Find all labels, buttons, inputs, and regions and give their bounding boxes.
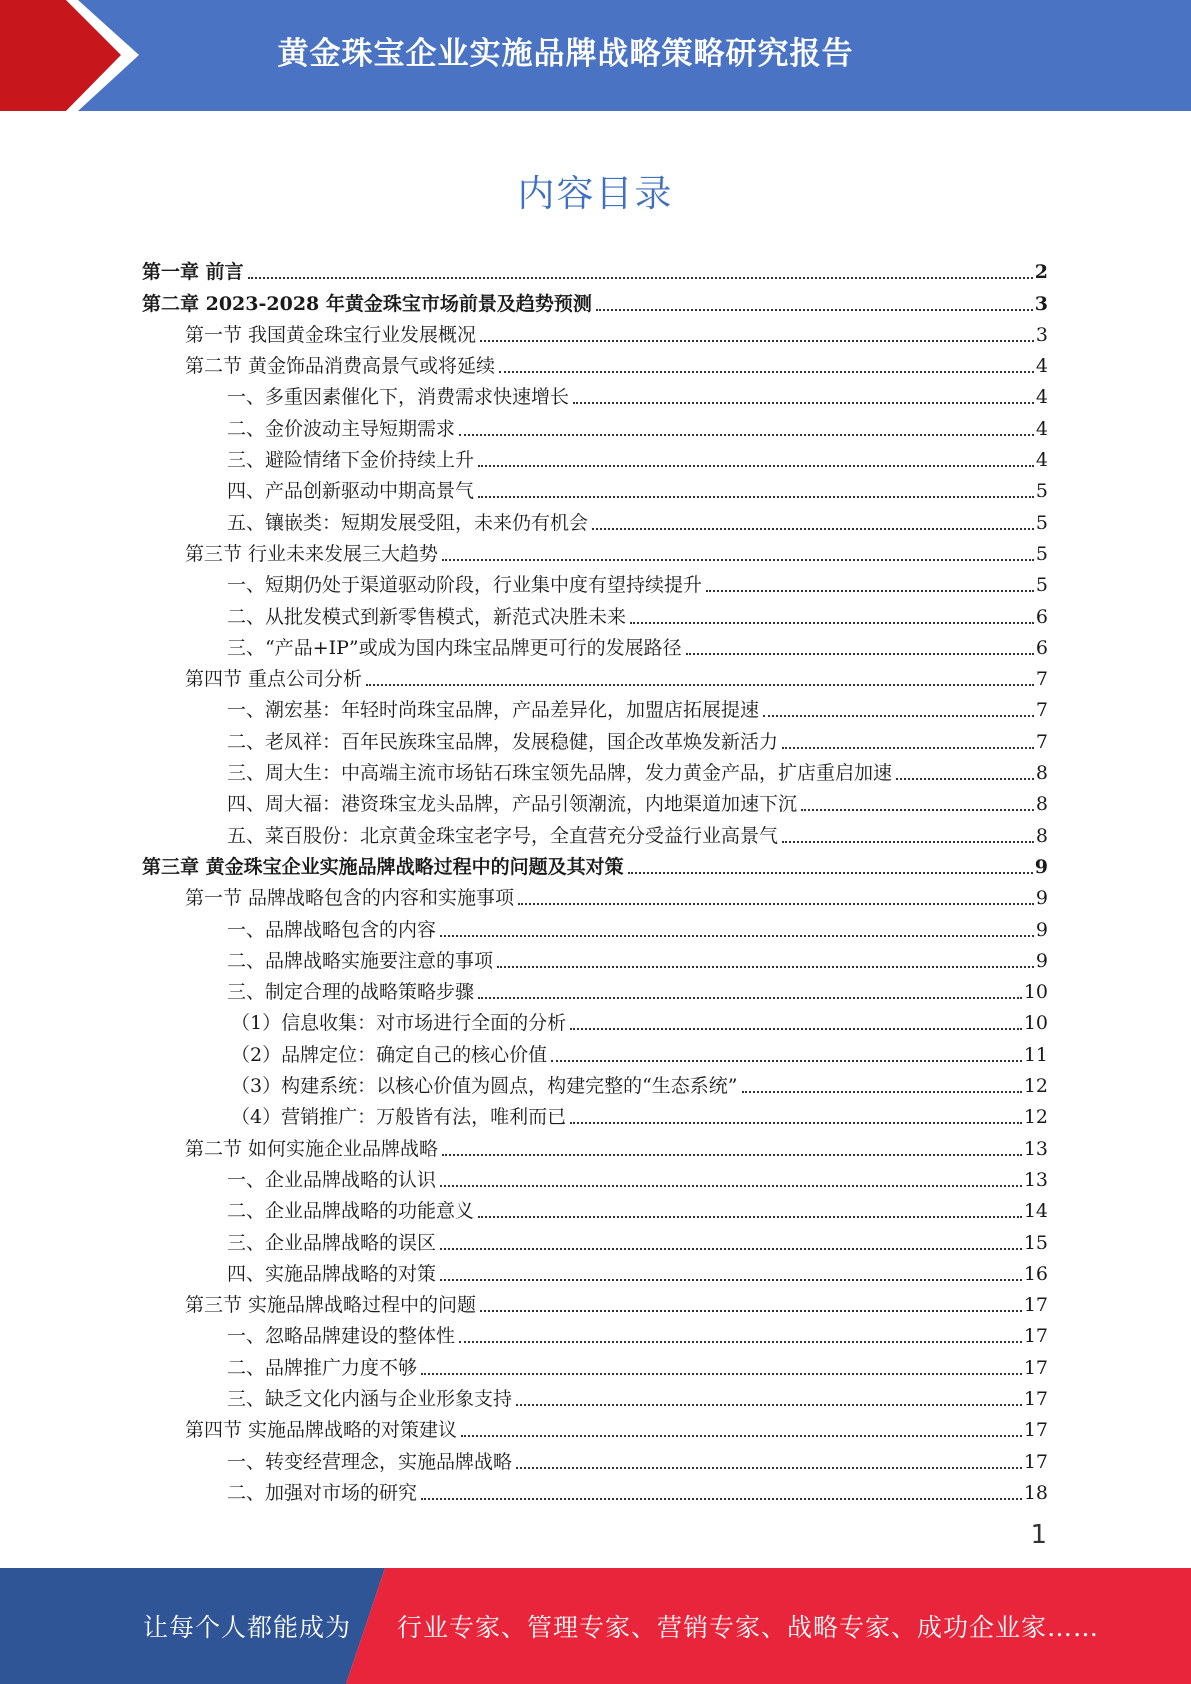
toc-entry[interactable]: [142, 535, 1048, 566]
toc-entry[interactable]: [142, 1286, 1048, 1317]
toc-entry[interactable]: [142, 848, 1048, 879]
toc-entry-page: 9: [1035, 918, 1048, 941]
toc-entry-page: 18: [1023, 1481, 1048, 1504]
toc-dot-leader: [782, 747, 1034, 749]
toc-entry[interactable]: [142, 1161, 1048, 1192]
toc-entry-label: 第三章 黄金珠宝企业实施品牌战略过程中的问题及其对策: [142, 855, 624, 878]
toc-entry-label: 四、产品创新驱动中期高景气: [227, 480, 475, 503]
toc-entry-label: 三、缺乏文化内涵与企业形象支持: [227, 1387, 513, 1410]
toc-entry-label: 一、忽略品牌建设的整体性: [227, 1325, 456, 1348]
toc-entry[interactable]: [142, 1255, 1048, 1286]
toc-entry-page: 5: [1035, 480, 1048, 503]
toc-dot-leader: [570, 1122, 1022, 1124]
toc-dot-leader: [478, 1216, 1022, 1218]
toc-entry-label: 四、实施品牌战略的对策: [227, 1262, 437, 1285]
toc-entry-label: 第二节 如何实施企业品牌战略: [185, 1137, 439, 1160]
toc-entry-label: 三、企业品牌战略的误区: [227, 1231, 437, 1254]
toc-entry-page: 15: [1023, 1231, 1048, 1254]
toc-entry-page: 9: [1035, 887, 1048, 910]
toc-entry-page: 10: [1023, 981, 1048, 1004]
toc-entry-page: 5: [1035, 511, 1048, 534]
toc-entry-page: 13: [1023, 1168, 1048, 1191]
toc-entry-label: 五、镶嵌类：短期发展受阻，未来仍有机会: [227, 511, 589, 534]
toc-dot-leader: [480, 1310, 1022, 1312]
toc-dot-leader: [592, 528, 1034, 530]
toc-entry[interactable]: [142, 816, 1048, 847]
toc-entry[interactable]: [142, 566, 1048, 597]
toc-dot-leader: [459, 1341, 1022, 1343]
toc-dot-leader: [763, 715, 1034, 717]
toc-entry-page: 9: [1034, 855, 1048, 878]
page-number: 1: [1030, 1520, 1047, 1550]
toc-dot-leader: [516, 1467, 1022, 1469]
toc-entry-label: 一、潮宏基：年轻时尚珠宝品牌，产品差异化，加盟店拓展提速: [227, 699, 760, 722]
toc-entry-label: 二、金价波动主导短期需求: [227, 417, 456, 440]
toc-entry[interactable]: [142, 1004, 1048, 1035]
toc-dot-leader: [497, 966, 1034, 968]
toc-entry-label: 三、“产品+IP”或成为国内珠宝品牌更可行的发展路径: [227, 636, 682, 659]
toc-entry-label: 二、企业品牌战略的功能意义: [227, 1200, 475, 1223]
toc-entry-label: 一、多重因素催化下，消费需求快速增长: [227, 386, 570, 409]
toc-entry[interactable]: [142, 879, 1048, 910]
toc-entry[interactable]: [142, 597, 1048, 628]
toc-entry-page: 8: [1035, 793, 1048, 816]
toc-entry[interactable]: [142, 1474, 1048, 1505]
toc-entry-label: （4）营销推广：万般皆有法，唯利而已: [231, 1106, 567, 1129]
toc-entry[interactable]: [142, 316, 1048, 347]
toc-entry[interactable]: [142, 503, 1048, 534]
toc-dot-leader: [596, 309, 1033, 311]
toc-entry-page: 17: [1023, 1419, 1048, 1442]
toc-entry-page: 16: [1023, 1262, 1048, 1285]
toc-entry-label: 第一章 前言: [142, 261, 244, 284]
toc-entry-label: 第四节 实施品牌战略的对策建议: [185, 1419, 458, 1442]
toc-entry[interactable]: [142, 691, 1048, 722]
toc-dot-leader: [421, 1373, 1022, 1375]
toc-entry-label: 第二章 2023-2028 年黄金珠宝市场前景及趋势预测: [142, 292, 592, 315]
toc-entry-page: 2: [1034, 261, 1048, 284]
toc-dot-leader: [706, 590, 1034, 592]
toc-entry-label: 五、菜百股份：北京黄金珠宝老字号，全直营充分受益行业高景气: [227, 824, 779, 847]
toc-heading: 内容目录: [517, 172, 674, 215]
toc-entry[interactable]: [142, 378, 1048, 409]
toc-entry-label: 二、老凤祥：百年民族珠宝品牌，发展稳健，国企改革焕发新活力: [227, 730, 779, 753]
toc-entry-page: 5: [1035, 542, 1048, 565]
toc-dot-leader: [421, 1498, 1022, 1500]
toc-dot-leader: [516, 1404, 1022, 1406]
toc-entry[interactable]: [142, 785, 1048, 816]
toc-dot-leader: [782, 841, 1034, 843]
toc-dot-leader: [630, 622, 1034, 624]
toc-entry-page: 6: [1035, 605, 1048, 628]
toc-dot-leader: [742, 1091, 1022, 1093]
toc-entry-label: 第二节 黄金饰品消费高景气或将延续: [185, 355, 496, 378]
toc-dot-leader: [518, 903, 1034, 905]
toc-entry[interactable]: [142, 1129, 1048, 1160]
toc-entry-page: 8: [1035, 824, 1048, 847]
toc-entry-label: 第三节 实施品牌战略过程中的问题: [185, 1294, 477, 1317]
toc-entry-label: 三、周大生：中高端主流市场钻石珠宝领先品牌，发力黄金产品，扩店重启加速: [227, 762, 893, 785]
toc-dot-leader: [478, 496, 1034, 498]
toc-dot-leader: [686, 653, 1034, 655]
toc-entry[interactable]: [142, 1442, 1048, 1473]
toc-entry[interactable]: [142, 472, 1048, 503]
toc-entry[interactable]: [142, 347, 1048, 378]
toc-entry[interactable]: [142, 284, 1048, 315]
toc-entry-label: 第一节 我国黄金珠宝行业发展概况: [185, 323, 477, 346]
toc-entry-page: 9: [1035, 949, 1048, 972]
toc-entry-label: （2）品牌定位：确定自己的核心价值: [231, 1043, 548, 1066]
toc-entry-page: 7: [1035, 668, 1048, 691]
toc-dot-leader: [440, 1248, 1022, 1250]
toc-entry[interactable]: [142, 1348, 1048, 1379]
toc-entry-label: 三、制定合理的战略策略步骤: [227, 981, 475, 1004]
toc-entry-page: 13: [1023, 1137, 1048, 1160]
toc-dot-leader: [628, 872, 1033, 874]
toc-dot-leader: [896, 778, 1034, 780]
toc-entry[interactable]: [142, 722, 1048, 753]
toc-entry-page: 12: [1023, 1075, 1048, 1098]
toc-entry-label: 二、品牌推广力度不够: [227, 1356, 418, 1379]
toc-entry-page: 4: [1035, 449, 1048, 472]
toc-dot-leader: [480, 340, 1034, 342]
toc-entry-label: 四、周大福：港资珠宝龙头品牌，产品引领潮流，内地渠道加速下沉: [227, 793, 798, 816]
toc-entry[interactable]: [142, 253, 1048, 284]
toc-dot-leader: [570, 1028, 1022, 1030]
toc-entry-page: 4: [1035, 417, 1048, 440]
toc-entry-label: 第四节 重点公司分析: [185, 668, 363, 691]
toc-entry-page: 3: [1034, 292, 1048, 315]
toc-entry-page: 17: [1023, 1387, 1048, 1410]
toc-entry-page: 17: [1023, 1356, 1048, 1379]
toc-entry-page: 4: [1035, 355, 1048, 378]
toc-dot-leader: [440, 1279, 1022, 1281]
toc-entry[interactable]: [142, 1098, 1048, 1129]
toc-dot-leader: [499, 371, 1034, 373]
toc-entry-label: 二、品牌战略实施要注意的事项: [227, 949, 494, 972]
toc-dot-leader: [801, 809, 1034, 811]
toc-dot-leader: [478, 997, 1022, 999]
table-of-contents: [142, 253, 1048, 1505]
toc-dot-leader: [366, 684, 1034, 686]
toc-dot-leader: [573, 402, 1034, 404]
toc-entry-page: 7: [1035, 699, 1048, 722]
toc-entry-page: 12: [1023, 1106, 1048, 1129]
toc-dot-leader: [461, 1435, 1022, 1437]
toc-entry-page: 5: [1035, 574, 1048, 597]
toc-entry[interactable]: [142, 1192, 1048, 1223]
toc-entry-page: 4: [1035, 386, 1048, 409]
toc-entry-page: 17: [1023, 1450, 1048, 1473]
toc-entry-label: 二、从批发模式到新零售模式，新范式决胜未来: [227, 605, 627, 628]
toc-entry-label: 一、企业品牌战略的认识: [227, 1168, 437, 1191]
toc-dot-leader: [459, 434, 1034, 436]
toc-entry-page: 6: [1035, 636, 1048, 659]
toc-entry-label: 一、品牌战略包含的内容: [227, 918, 437, 941]
toc-entry[interactable]: [142, 409, 1048, 440]
header-arrow-decoration: [0, 0, 160, 111]
toc-entry[interactable]: [142, 942, 1048, 973]
toc-entry[interactable]: [142, 973, 1048, 1004]
toc-entry[interactable]: [142, 1035, 1048, 1066]
toc-entry-page: 3: [1035, 323, 1048, 346]
toc-entry-label: 第三节 行业未来发展三大趋势: [185, 542, 439, 565]
toc-entry[interactable]: [142, 1411, 1048, 1442]
report-title: 黄金珠宝企业实施品牌战略策略研究报告: [277, 35, 854, 72]
toc-entry-label: （3）构建系统：以核心价值为圆点，构建完整的“生态系统”: [231, 1075, 738, 1098]
toc-entry[interactable]: [142, 754, 1048, 785]
toc-dot-leader: [442, 1154, 1022, 1156]
toc-entry[interactable]: [142, 1380, 1048, 1411]
toc-dot-leader: [248, 277, 1033, 279]
toc-dot-leader: [440, 1185, 1022, 1187]
toc-entry[interactable]: [142, 629, 1048, 660]
toc-entry-page: 17: [1023, 1325, 1048, 1348]
toc-dot-leader: [440, 935, 1034, 937]
toc-entry[interactable]: [142, 1223, 1048, 1254]
footer-banner: [0, 1568, 1191, 1684]
toc-entry-page: 7: [1035, 730, 1048, 753]
toc-entry-page: 11: [1023, 1043, 1048, 1066]
footer-slogan-left: 让每个人都能成为: [143, 1613, 352, 1642]
toc-entry-page: 17: [1023, 1294, 1048, 1317]
toc-entry-page: 10: [1023, 1012, 1048, 1035]
toc-entry[interactable]: [142, 1067, 1048, 1098]
toc-entry-label: 一、转变经营理念，实施品牌战略: [227, 1450, 513, 1473]
toc-entry-label: （1）信息收集：对市场进行全面的分析: [231, 1012, 567, 1035]
toc-dot-leader: [478, 465, 1034, 467]
toc-entry-page: 14: [1023, 1200, 1048, 1223]
toc-entry-label: 二、加强对市场的研究: [227, 1481, 418, 1504]
toc-entry[interactable]: [142, 1317, 1048, 1348]
header-banner: [0, 0, 1191, 111]
toc-dot-leader: [551, 1060, 1022, 1062]
toc-entry[interactable]: [142, 660, 1048, 691]
toc-entry-page: 8: [1035, 762, 1048, 785]
toc-entry[interactable]: [142, 441, 1048, 472]
toc-entry-label: 三、避险情绪下金价持续上升: [227, 449, 475, 472]
toc-dot-leader: [442, 559, 1034, 561]
toc-entry[interactable]: [142, 910, 1048, 941]
toc-entry-label: 一、短期仍处于渠道驱动阶段，行业集中度有望持续提升: [227, 574, 703, 597]
footer-slogan-right: 行业专家、管理专家、营销专家、战略专家、成功企业家……: [397, 1613, 1100, 1642]
toc-entry-label: 第一节 品牌战略包含的内容和实施事项: [185, 887, 515, 910]
